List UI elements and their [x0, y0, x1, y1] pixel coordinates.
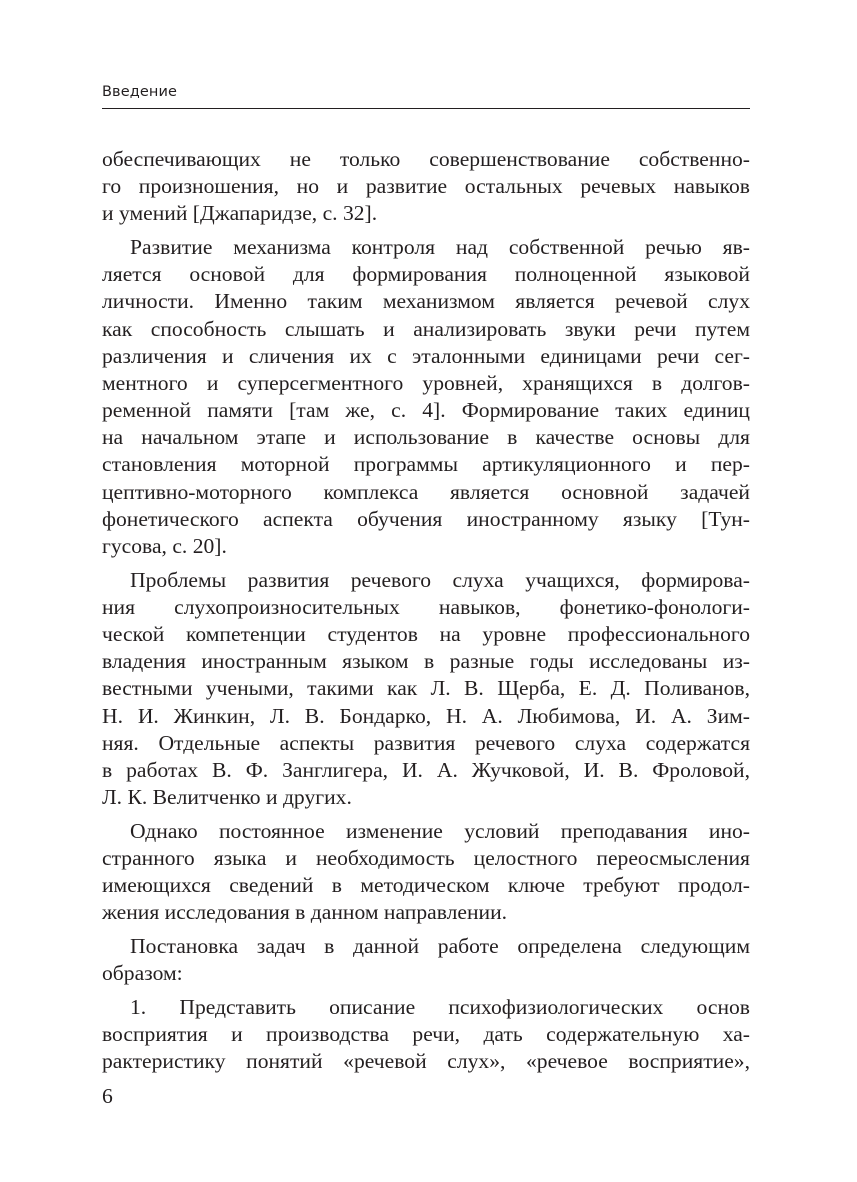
text-line: различения и сличения их с эталонными единицами речи сег-	[102, 343, 750, 368]
text-line: цептивно-моторного комплекса является основной задачей	[102, 479, 750, 504]
text-line: го произношения, но и развитие остальных речевых навыков	[102, 174, 750, 199]
text-line: ментного и суперсегментного уровней, хранящихся в долгов-	[102, 370, 750, 395]
text-line: фонетического аспекта обучения иностранному языку [Тун-	[102, 506, 750, 531]
text-line: на начальном этапе и использование в качестве основы для	[102, 425, 750, 450]
text-line: Л. К. Велитченко и других.	[102, 785, 352, 810]
text-line: няя. Отдельные аспекты развития речевого слуха содержатся	[102, 730, 750, 755]
text-line: восприятия и производства речи, дать содержательную ха-	[102, 1021, 750, 1046]
main-text	[102, 146, 750, 1075]
list-item	[102, 994, 750, 1076]
paragraph	[102, 234, 750, 560]
text-line: владения иностранным языком в разные годы исследованы из-	[102, 649, 750, 674]
text-line: ческой компетенции студентов на уровне профессионального	[102, 621, 750, 646]
text-line: рактеристику понятий «речевой слух», «речевое восприятие»,	[102, 1048, 750, 1073]
header-title: Введение	[102, 84, 177, 100]
text-line: ременной памяти [там же, с. 4]. Формирование таких единиц	[102, 398, 750, 423]
paragraph	[102, 146, 750, 228]
text-line: образом:	[102, 961, 183, 985]
text-line: 1. Представить описание психофизиологических основ	[130, 994, 750, 1019]
text-line: жения исследования в данном направлении.	[102, 900, 508, 925]
text-line: в работах В. Ф. Занглигера, И. А. Жучковой, И. В. Фроловой,	[102, 757, 750, 782]
text-line: странного языка и необходимость целостного переосмысления	[102, 845, 750, 870]
text-line: Развитие механизма контроля над собственной речью яв-	[130, 234, 750, 259]
text-line: личности. Именно таким механизмом является речевой слух	[102, 289, 750, 314]
paragraph	[102, 818, 750, 927]
text-line: ляется основой для формирования полноценной языковой	[102, 262, 750, 287]
text-line: Однако постоянное изменение условий преподавания ино-	[130, 818, 750, 843]
text-line: и умений [Джапаридзе, с. 32].	[102, 201, 378, 226]
page-number: 6	[102, 1084, 113, 1108]
running-header	[102, 82, 750, 109]
text-line: ния слухопроизносительных навыков, фонетико-фонологи-	[102, 594, 750, 619]
text-line: имеющихся сведений в методическом ключе требуют продол-	[102, 873, 750, 898]
text-line: становления моторной программы артикуляционного и пер-	[102, 452, 750, 477]
text-line: Постановка задач в данной работе определена следующим	[130, 933, 750, 958]
text-line: гусова, с. 20].	[102, 534, 227, 559]
text-line: вестными учеными, такими как Л. В. Щерба, Е. Д. Поливанов,	[102, 676, 750, 701]
text-line: как способность слышать и анализировать звуки речи путем	[102, 316, 750, 341]
paragraph	[102, 567, 750, 812]
text-line: Проблемы развития речевого слуха учащихся, формирова-	[130, 567, 750, 592]
paragraph	[102, 933, 750, 987]
text-line: обеспечивающих не только совершенствование собственно-	[102, 147, 750, 171]
text-line: Н. И. Жинкин, Л. В. Бондарко, Н. А. Любимова, И. А. Зим-	[102, 703, 750, 728]
